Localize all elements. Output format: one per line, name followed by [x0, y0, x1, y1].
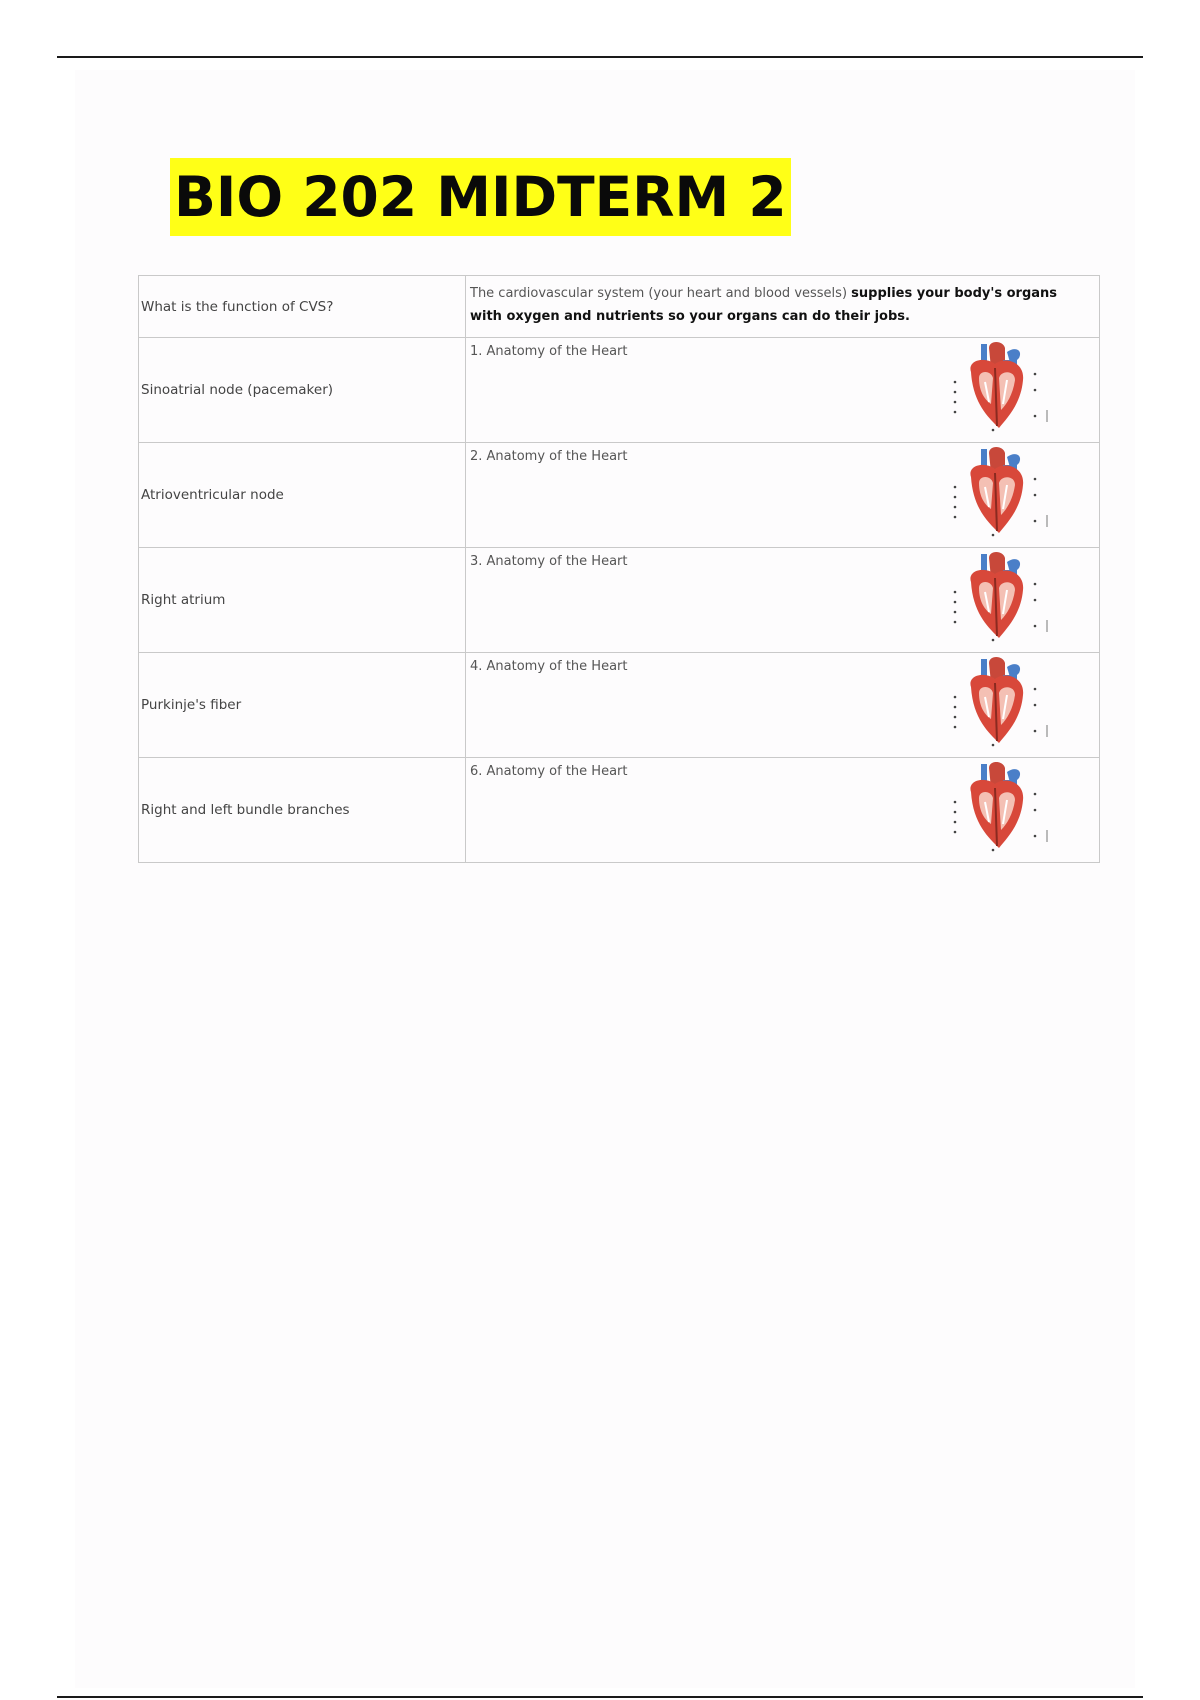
- definition-cell: [466, 653, 1100, 758]
- heart-diagram-image: [941, 443, 1051, 539]
- definition-text: 2. Anatomy of the Heart: [470, 449, 628, 464]
- flashcard-table: [138, 275, 1100, 863]
- definition-text: 4. Anatomy of the Heart: [470, 659, 628, 674]
- definition-cell: [466, 338, 1100, 443]
- definition-text: 3. Anatomy of the Heart: [470, 554, 628, 569]
- heart-diagram-image: [941, 338, 1051, 434]
- definition-text: 6. Anatomy of the Heart: [470, 764, 628, 779]
- definition-cell: [466, 443, 1100, 548]
- term-cell: Right atrium: [139, 548, 466, 653]
- heart-diagram-image: [941, 653, 1051, 749]
- table-row: [139, 653, 1100, 758]
- term-cell: What is the function of CVS?: [139, 276, 466, 338]
- title-block: [170, 158, 791, 236]
- term-cell: Atrioventricular node: [139, 443, 466, 548]
- page-title: BIO 202 MIDTERM 2: [170, 158, 791, 236]
- table-row: [139, 443, 1100, 548]
- definition-plain-text: The cardiovascular system (your heart and blood vessels): [470, 286, 852, 301]
- term-cell: Purkinje's fiber: [139, 653, 466, 758]
- top-rule: [57, 56, 1143, 58]
- definition-cell: [466, 758, 1100, 863]
- definition-bold-text: supplies your body's organs with oxygen and nutrients so your organs can do their jobs.: [470, 286, 1058, 324]
- heart-diagram-image: [941, 548, 1051, 644]
- definition-cell: [466, 276, 1100, 338]
- bottom-rule: [57, 1696, 1143, 1698]
- table-row: [139, 338, 1100, 443]
- definition-cell: [466, 548, 1100, 653]
- table-row: [139, 548, 1100, 653]
- term-cell: Right and left bundle branches: [139, 758, 466, 863]
- heart-diagram-image: [941, 758, 1051, 854]
- table-row: [139, 276, 1100, 338]
- term-cell: Sinoatrial node (pacemaker): [139, 338, 466, 443]
- definition-text: 1. Anatomy of the Heart: [470, 344, 628, 359]
- table-row: [139, 758, 1100, 863]
